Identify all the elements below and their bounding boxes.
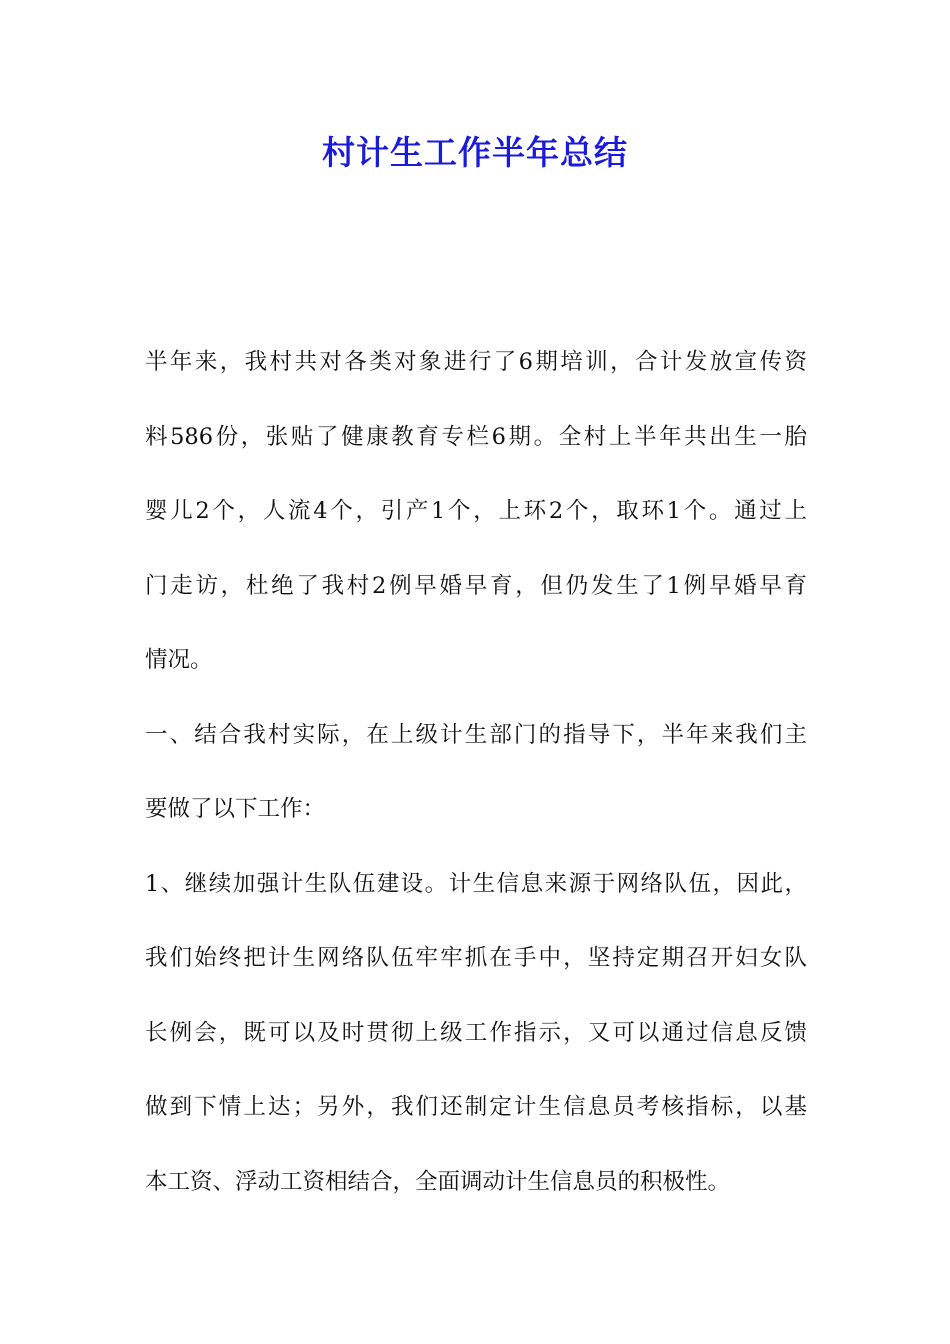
body-line: 一、结合我村实际，在上级计生部门的指导下，半年来我们主 [145, 721, 807, 748]
body-line: 情况。 [145, 647, 213, 673]
body-line: 门走访，杜绝了我村2例早婚早育，但仍发生了1例早婚早育 [145, 572, 807, 599]
body-line: 半年来，我村共对各类对象进行了6期培训，合计发放宣传资 [145, 349, 807, 375]
document-title: 村计生工作半年总结 [322, 133, 628, 172]
body-line: 料586份，张贴了健康教育专栏6期。全村上半年共出生一胎 [145, 423, 807, 450]
body-line: 本工资、浮动工资相结合，全面调动计生信息员的积极性。 [145, 1168, 731, 1195]
body-line: 1、继续加强计生队伍建设。计生信息来源于网络队伍，因此， [145, 870, 807, 897]
body-line: 我们始终把计生网络队伍牢牢抓在手中，坚持定期召开妇女队 [145, 945, 807, 971]
body-line: 婴儿2个，人流4个，引产1个，上环2个，取环1个。通过上 [145, 498, 807, 524]
body-line: 长例会，既可以及时贯彻上级工作指示，又可以通过信息反馈 [145, 1019, 807, 1046]
body-line: 要做了以下工作： [145, 796, 326, 822]
body-line: 做到下情上达；另外，我们还制定计生信息员考核指标，以基 [145, 1094, 807, 1120]
document-body [145, 336, 807, 1230]
